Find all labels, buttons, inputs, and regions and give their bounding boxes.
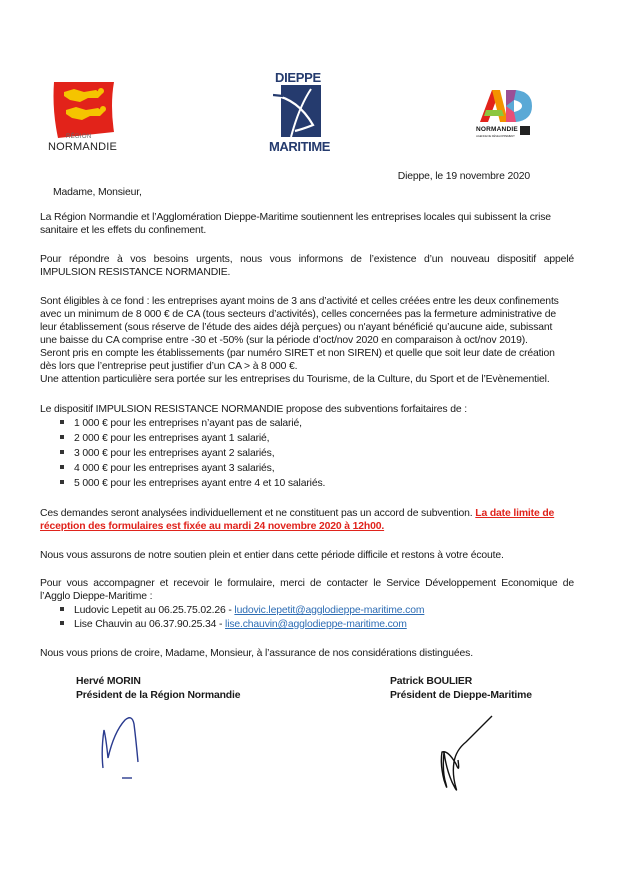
paragraph-line: IMPULSION RESISTANCE NORMANDIE. (40, 267, 231, 278)
signatory-title: Président de la Région Normandie (76, 690, 241, 701)
subsidy-item (60, 477, 325, 490)
region-normandie-logo (44, 80, 124, 152)
paragraph-line: dès lors que l’entreprise peut justifier d’un CA > à 8 000 €. (40, 361, 298, 372)
paragraph-line (40, 507, 554, 520)
signatory-name: Patrick BOULIER (390, 676, 473, 687)
square-bullet-icon (60, 450, 64, 454)
square-bullet-icon (60, 621, 64, 625)
deadline-intro-text: Ces demandes seront analysées individuellement et ne constituent pas un accord de subvention. (40, 508, 476, 519)
paragraph-line: l’Agglo Dieppe-Maritime : (40, 591, 153, 602)
dieppe-sail-icon (273, 85, 323, 137)
paragraph-line: avec un minimum de 8 000 € de CA (tous secteurs d’activités), celles concernées pas la fermeture administrative de (40, 309, 556, 320)
contact-item (60, 618, 407, 631)
paragraph-line: La Région Normandie et l’Agglomération Dieppe-Maritime soutiennent les entreprises locales qui subissent la crise (40, 212, 551, 223)
square-bullet-icon (60, 465, 64, 469)
square-bullet-icon (60, 435, 64, 439)
logo-ad-subtitle: AGENCE DE DÉVELOPPEMENT (476, 134, 515, 138)
paragraph-line: Pour vous accompagner et recevoir le formulaire, merci de contacter le Service Développement Economique de (40, 578, 574, 589)
square-bullet-icon (60, 607, 64, 611)
subsidy-item (60, 447, 274, 460)
contact-email-link[interactable]: lise.chauvin@agglodieppe-maritime.com (225, 619, 407, 630)
logo-ad-lions-icon (520, 126, 530, 135)
signatory-title: Président de Dieppe-Maritime (390, 690, 532, 701)
paragraph-line: Pour répondre à vos besoins urgents, nous vous informons de l’existence d’un nouveau dispositif appelé (40, 254, 574, 265)
contact-item (60, 604, 424, 617)
dieppe-maritime-logo (263, 70, 337, 154)
subsidy-text: 2 000 € pour les entreprises ayant 1 salarié, (74, 433, 270, 444)
deadline-highlight: La date limite de (475, 508, 555, 519)
square-bullet-icon (60, 480, 64, 484)
paragraph-line: Une attention particulière sera portée sur les entreprises du Tourisme, de la Culture, du Sport et de l’Evènementiel. (40, 374, 550, 385)
salutation: Madame, Monsieur, (53, 187, 142, 198)
contact-text: Ludovic Lepetit au 06.25.75.02.26 - (74, 605, 235, 616)
subsidy-text: 1 000 € pour les entreprises n’ayant pas de salarié, (74, 418, 302, 429)
logo-maritime-label: MARITIME (269, 139, 331, 154)
ad-normandie-logo (468, 88, 540, 140)
subsidy-text: 3 000 € pour les entreprises ayant 2 salariés, (74, 448, 275, 459)
paragraph-line: une baisse du CA comprise entre -30 et -50% (sur la période d’oct/nov 2020 en comparaison à oct/nov 2019). (40, 335, 528, 346)
paragraph-line: Sont éligibles à ce fond : les entreprises ayant moins de 3 ans d’activité et celles créées entre les deux confinements (40, 296, 559, 307)
paragraph-line: Le dispositif IMPULSION RESISTANCE NORMANDIE propose des subventions forfaitaires de : (40, 404, 467, 415)
closing-formula: Nous vous prions de croire, Madame, Monsieur, à l’assurance de nos considérations distinguées. (40, 648, 473, 659)
signatory-name: Hervé MORIN (76, 676, 141, 687)
deadline-highlight: réception des formulaires est fixée au mardi 24 novembre 2020 à 12h00. (40, 521, 385, 532)
logo-ad-name: NORMANDIE (476, 126, 518, 133)
ad-letters-icon (468, 88, 540, 124)
contact-email-link[interactable]: ludovic.lepetit@agglodieppe-maritime.com (234, 605, 425, 616)
subsidy-item (60, 432, 269, 445)
subsidy-text: 4 000 € pour les entreprises ayant 3 salariés, (74, 463, 275, 474)
signature-right (436, 712, 506, 800)
paragraph-support: Nous vous assurons de notre soutien plein et entier dans cette période difficile et restons à votre écoute. (40, 550, 504, 561)
subsidy-item (60, 462, 274, 475)
paragraph-line: sanitaire et les effets du confinement. (40, 225, 207, 236)
paragraph-line: Seront pris en compte les établissements (par numéro SIRET et non SIREN) et quelle que soit leur date de création (40, 348, 555, 359)
signature-left (100, 710, 160, 782)
logo-normandie-label: NORMANDIE (48, 141, 118, 153)
subsidy-item (60, 417, 302, 430)
contact-text: Lise Chauvin au 06.37.90.25.34 - (74, 619, 226, 630)
square-bullet-icon (60, 420, 64, 424)
subsidy-text: 5 000 € pour les entreprises ayant entre 4 et 10 salariés. (74, 478, 326, 489)
letter-date: Dieppe, le 19 novembre 2020 (397, 171, 530, 182)
logo-region-label: RÉGION (66, 134, 92, 140)
paragraph-line: leur établissement (sous réserve de l’étude des aides déjà perçues) ou n'ayant bénéficié qu’aucune aide, subissant (40, 322, 553, 333)
logo-dieppe-label: DIEPPE (275, 70, 321, 85)
